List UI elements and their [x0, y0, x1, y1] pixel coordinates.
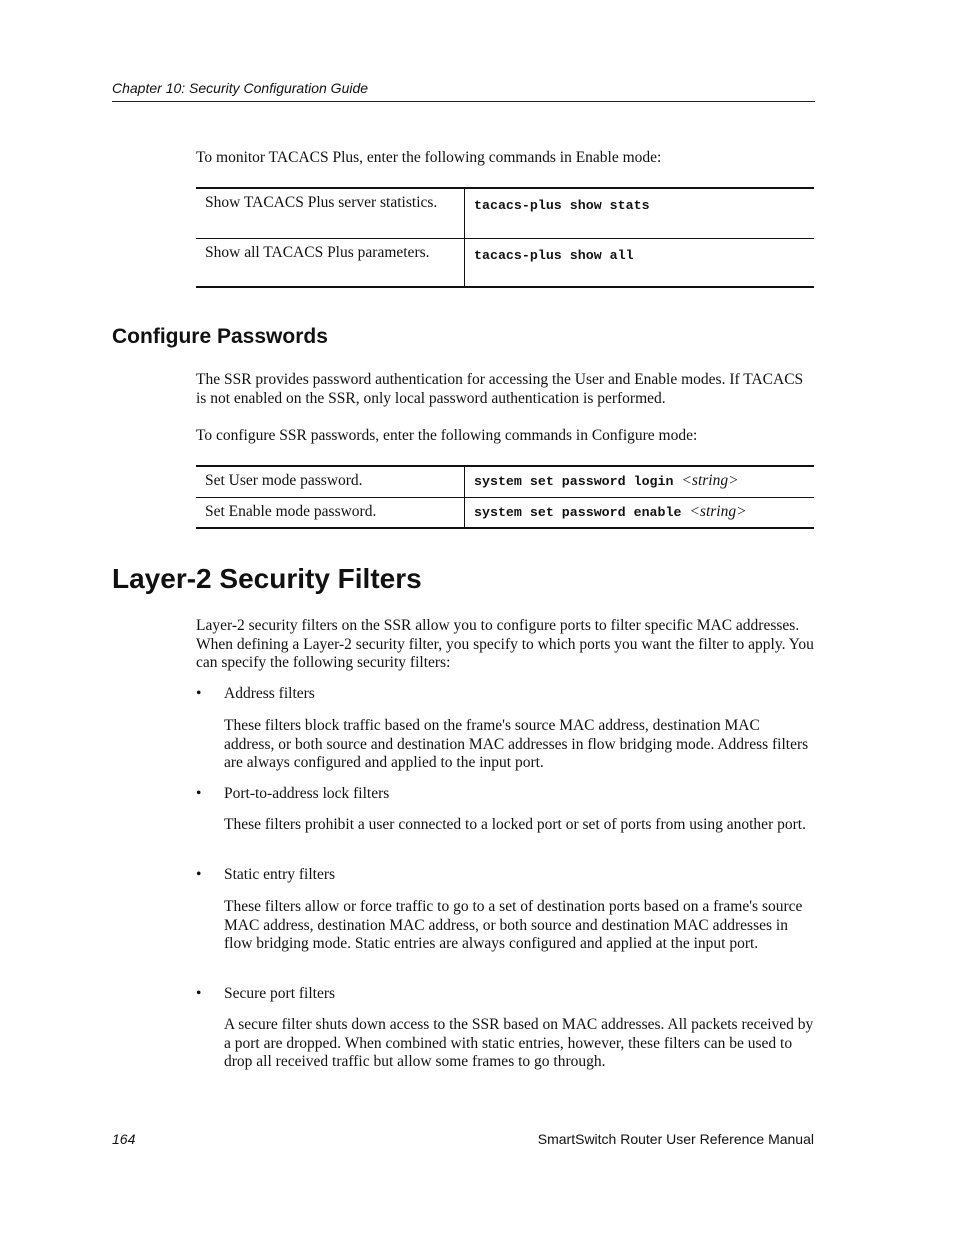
- table-row: [196, 466, 814, 497]
- section-heading-configure-passwords: Configure Passwords: [112, 325, 328, 348]
- filter-description: These filters allow or force traffic to go to a set of destination ports based on a frame's source MAC address, destination MAC address, or both source and destination MAC addresses in flow bridging mode. Static entries are always configured and applied at the input port.: [224, 898, 803, 953]
- bullet-marker: •: [196, 866, 202, 883]
- layer2-intro: Layer-2 security filters on the SSR allow you to configure ports to filter specific MAC addresses. When defining a Layer-2 security filter, you specify to which ports you want the filter to apply. You can specify the following security filters:: [196, 617, 814, 672]
- command-text: tacacs-plus show stats: [474, 198, 650, 213]
- password-command-table: [196, 465, 814, 529]
- command-argument: <string>: [689, 502, 747, 520]
- command-description: Show all TACACS Plus parameters.: [196, 238, 465, 287]
- passwords-instruction: To configure SSR passwords, enter the following commands in Configure mode:: [196, 427, 698, 444]
- chapter-title: Chapter 10: Security Configuration Guide: [112, 80, 369, 96]
- filter-name: Static entry filters: [224, 866, 336, 883]
- command-cell: [465, 497, 815, 528]
- filter-name: Port-to-address lock filters: [224, 785, 390, 802]
- page-number: 164: [112, 1131, 136, 1147]
- filter-description: These filters prohibit a user connected to a locked port or set of ports from using another port.: [224, 816, 806, 833]
- bullet-marker: •: [196, 785, 202, 802]
- command-cell: [465, 188, 815, 238]
- tacacs-intro: To monitor TACACS Plus, enter the following commands in Enable mode:: [196, 149, 662, 166]
- manual-title: SmartSwitch Router User Reference Manual: [537, 1131, 814, 1147]
- filter-description: A secure filter shuts down access to the SSR based on MAC addresses. All packets received by a port are dropped. When combined with static entries, however, these filters can be used to drop all received traffic but allow some frames to go through.: [224, 1016, 814, 1071]
- table-row: [196, 497, 814, 528]
- command-description: Show TACACS Plus server statistics.: [196, 188, 465, 238]
- command-argument: <string>: [681, 472, 739, 489]
- filter-name: Address filters: [224, 685, 315, 702]
- command-text: tacacs-plus show all: [474, 247, 634, 263]
- command-cell: [465, 238, 815, 287]
- command-text: system set password login: [474, 474, 682, 489]
- command-cell: [465, 466, 815, 497]
- command-text: system set password enable: [474, 504, 690, 520]
- section-heading-layer2-filters: Layer-2 Security Filters: [112, 563, 422, 594]
- bullet-marker: •: [196, 985, 202, 1002]
- filter-description: These filters block traffic based on the frame's source MAC address, destination MAC address, or both source and destination MAC addresses in flow bridging mode. Address filters are always configured and applied to the input port.: [224, 717, 809, 772]
- bullet-marker: •: [196, 685, 202, 702]
- passwords-paragraph: The SSR provides password authentication for accessing the User and Enable modes. If TACACS is not enabled on the SSR, only local password authentication is performed.: [196, 371, 804, 407]
- table-row: [196, 238, 814, 287]
- running-header: [112, 79, 815, 102]
- table-row: [196, 188, 814, 238]
- filter-name: Secure port filters: [224, 985, 336, 1002]
- command-description: Set User mode password.: [196, 466, 465, 497]
- command-description: Set Enable mode password.: [196, 497, 465, 528]
- tacacs-command-table: [196, 187, 814, 288]
